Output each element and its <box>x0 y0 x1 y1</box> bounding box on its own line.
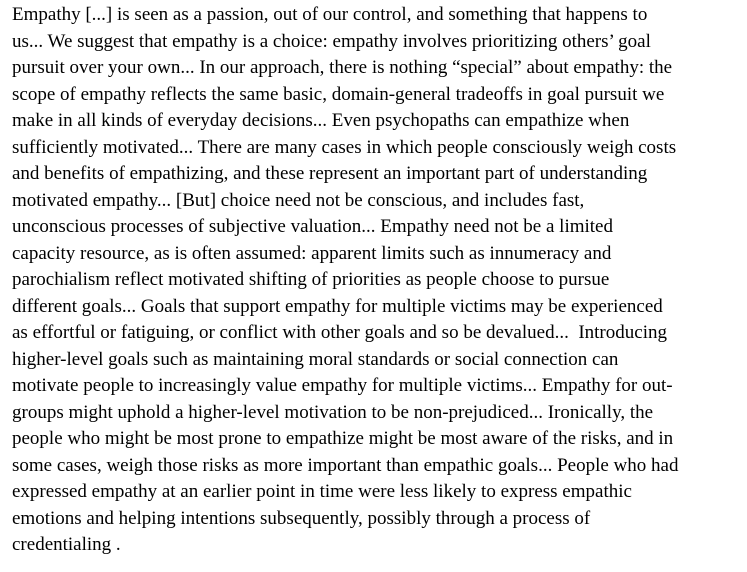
text-line: make in all kinds of everyday decisions... Even psychopaths can empathize when <box>12 110 630 131</box>
text-line: credentialing . <box>12 534 121 555</box>
text-line: us... We suggest that empathy is a choice: empathy involves prioritizing others’ goal <box>12 30 651 52</box>
text-line: different goals... Goals that support empathy for multiple victims may be experienced <box>12 295 663 317</box>
text-line: motivated empathy... [But] choice need not be conscious, and includes fast, <box>12 189 585 211</box>
text-line: parochialism reflect motivated shifting of priorities as people choose to pursue <box>12 269 610 290</box>
quote-text-block <box>12 2 742 559</box>
text-line: sufficiently motivated... There are many cases in which people consciously weigh costs <box>12 136 677 158</box>
text-line: people who might be most prone to empathize might be most aware of the risks, and in <box>12 428 674 449</box>
text-line: expressed empathy at an earlier point in time were less likely to express empathic <box>12 481 632 502</box>
text-line: groups might uphold a higher-level motivation to be non-prejudiced... Ironically, the <box>12 401 654 423</box>
text-line: unconscious processes of subjective valuation... Empathy need not be a limited <box>12 216 613 237</box>
text-line: capacity resource, as is often assumed: apparent limits such as innumeracy and <box>12 242 612 264</box>
text-line: emotions and helping intentions subsequently, possibly through a process of <box>12 507 591 529</box>
text-line: scope of empathy reflects the same basic, domain-general tradeoffs in goal pursuit we <box>12 83 665 105</box>
text-line: pursuit over your own... In our approach, there is nothing “special” about empathy: the <box>12 57 673 78</box>
text-line: motivate people to increasingly value empathy for multiple victims... Empathy for out- <box>12 375 673 396</box>
text-line: and benefits of empathizing, and these represent an important part of understanding <box>12 163 648 184</box>
text-line: as effortful or fatiguing, or conflict with other goals and so be devalued... Introducing <box>12 322 667 343</box>
text-line: higher-level goals such as maintaining moral standards or social connection can <box>12 348 619 370</box>
text-line: Empathy [...] is seen as a passion, out of our control, and something that happens to <box>12 4 648 25</box>
text-line: some cases, weigh those risks as more important than empathic goals... People who had <box>12 454 679 476</box>
